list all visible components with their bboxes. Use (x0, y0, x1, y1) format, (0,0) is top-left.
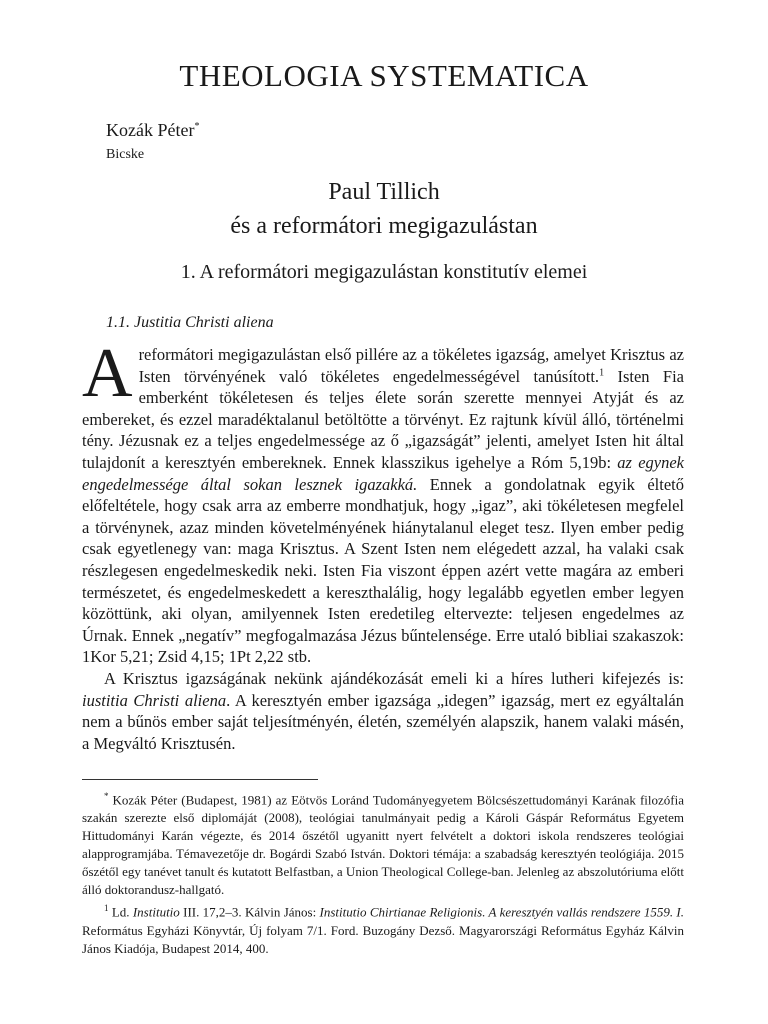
paragraph-2-part-a: A Krisztus igazságának nekünk ajándékozását emeli ki a híres lutheri kifejezés is: (104, 668, 684, 688)
subsection-heading: 1.1. Justitia Christi aliena (106, 314, 274, 331)
body-text (82, 335, 684, 754)
footnote-author-marker: * (104, 791, 109, 801)
section-heading: 1. A reformátori megigazulástan konstitutív elemei (180, 261, 588, 283)
drop-cap: A (82, 335, 133, 412)
article-title (0, 175, 768, 243)
footnote-divider (82, 779, 318, 780)
footnote-1-book-title: Institutio Chirtianae Religionis. A keresztyén vallás rendszere 1559. I. (319, 904, 684, 920)
journal-title: THEOLOGIA SYSTEMATICA (179, 58, 589, 93)
author-name: Kozák Péter (106, 120, 195, 140)
article-title-line2: és a reformátori megigazulástan (230, 213, 538, 239)
author-footnote-marker[interactable]: * (194, 121, 200, 132)
author-affiliation: Bicske (106, 147, 145, 162)
paragraph-2 (82, 668, 684, 754)
author-line (106, 120, 199, 141)
paragraph-2-part-b: . A keresztyén ember igazsága „idegen” igazság, mert ez egyáltalán nem a bűnös ember saját teljesítményén, életén, személyén alapszik, hanem valaki másén, a Megváltó Krisztusén. (82, 690, 684, 753)
footnote-author (82, 787, 684, 899)
footnote-1-part-c: Református Egyházi Könyvtár, Új folyam 7/1. Ford. Buzogány Dezső. Magyarországi Református Egyház Kálvin János Kiadója, Budapest 2014, 400. (82, 922, 684, 956)
footnote-ref-1[interactable]: 1 (599, 367, 605, 379)
footnote-1-part-a: Ld. (108, 904, 133, 920)
article-title-line1: Paul Tillich (328, 179, 440, 205)
footnote-1 (82, 899, 684, 957)
latin-term: iustitia Christi aliena (82, 690, 227, 710)
paragraph-1-part-b: Isten Fia emberként tökéletesen és teljes élete során szerette mennyei Atyját és az embereket, és ezzel maradéktalanul betöltötte a törvényt. Ez rajtunk kívül álló, történelmi tény. Jézusnak ez a teljes engedelmessége az ő „igazságát” jelenti, amelyet Isten hit által tulajdonít a keresztyén embereknek. Ennek klasszikus igehelye a Róm 5,19b: (82, 366, 684, 472)
footnote-author-text: Kozák Péter (Budapest, 1981) az Eötvös Loránd Tudományegyetem Bölcsészettudományi Karának filozófia szakán szerezte első diplomáját (2008), teológiai tanulmányait pedig a Károli Gáspár Református Egyetem Hittudományi Karán végezte, és 2014 őszétől ugyanitt nyert felvételt a doktori iskola rendszeres teológiai alapprogramjába. Témavezetője dr. Bogárdi Szabó István. Doktori témája: a szabadság keresztyén teológiája. 2015 őszétől egy tanévet tanult és kutatott Belfastban, a Union Theological College-ban. Jelenleg az abszolutóriuma előtt álló doktorandusz-hallgató. (82, 792, 684, 898)
paragraph-1-part-c: Ennek a gondolatnak egyik éltető előfeltétele, hogy csak arra az emberre mondhatjuk, hogy „igaz”, aki tökéletesen megfelel a törvénynek, azaz minden követelményének hiánytalanul eleget tesz. Ilyen ember pedig csak egyetlenegy van: maga Krisztus. A Szent Isten nem elégedett azzal, ha valaki csak részlegesen engedelmeskedik neki. Isten Fia viszont éppen azért vette magára az emberi természetet, és engedelmeskedett a kereszthalálig, hogy legalább egyetlen ember legyen közöttünk, aki olyan, amilyennek Isten eredetileg eltervezte: teljesen engedelmes az Úrnak. Ennek „negatív” megfogalmazása Jézus bűntelensége. Erre utaló bibliai szakaszok: 1Kor 5,21; Zsid 4,15; 1Pt 2,22 stb. (82, 474, 684, 667)
bible-quote: az egynek engedelmessége által sokan lesznek igazakká. (82, 452, 684, 494)
footnote-1-marker: 1 (104, 903, 109, 914)
paragraph-1-part-a: reformátori megigazulástan első pillére az a tökéletes igazság, amelyet Krisztus az Isten törvényének való tökéletes engedelmességével tanúsított. (138, 345, 684, 386)
footnote-1-work: Institutio (132, 904, 180, 920)
footnotes (82, 787, 684, 958)
paragraph-1 (82, 335, 684, 668)
footnote-1-part-b: III. 17,2–3. Kálvin János: (179, 904, 320, 920)
